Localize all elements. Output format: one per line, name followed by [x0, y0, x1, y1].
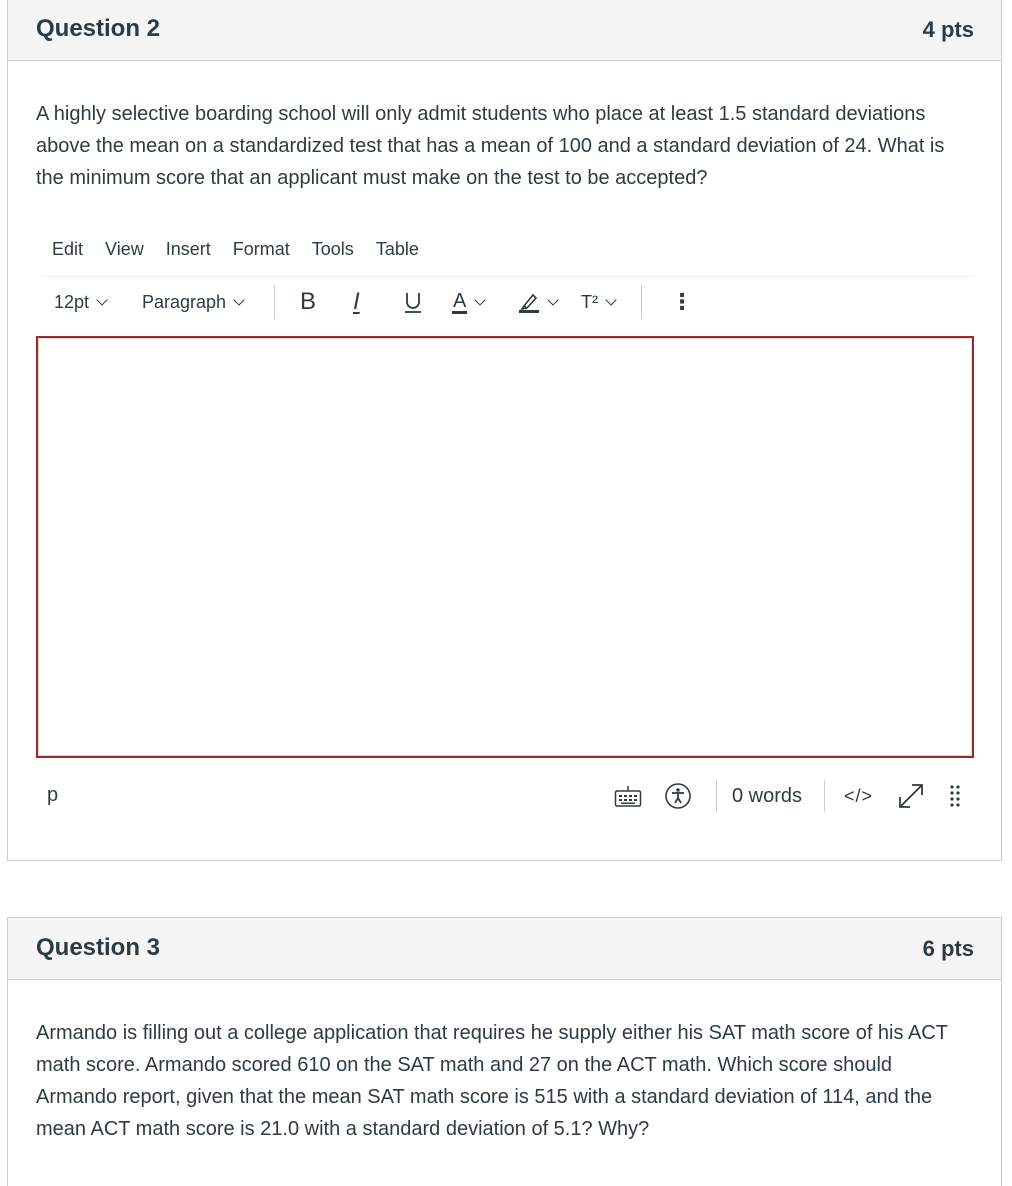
- chevron-down-icon: [475, 294, 486, 305]
- bold-button[interactable]: [300, 285, 316, 319]
- highlighter-icon: [518, 290, 540, 314]
- question-2-header: [8, 0, 1001, 61]
- superscript-icon: T²: [581, 291, 598, 312]
- html-editor-toggle[interactable]: [844, 777, 873, 815]
- editor-menubar: [52, 239, 441, 267]
- more-tools-button[interactable]: [671, 285, 693, 319]
- keyboard-shortcuts-button[interactable]: [614, 777, 642, 815]
- fullscreen-button[interactable]: [896, 777, 926, 815]
- question-3-title: Question 3: [36, 934, 161, 961]
- element-path[interactable]: p: [47, 784, 59, 806]
- menu-table[interactable]: Table: [375, 239, 419, 259]
- statusbar-separator: [824, 780, 825, 812]
- more-vertical-icon: ⋮: [671, 289, 693, 314]
- question-2-text: A highly selective boarding school will only admit students who place at least 1.5 standard deviations above the mean on a standardized test that has a mean of 100 and a standard deviation of 24. What is the minimum score that an applicant must make on the test to be accepted?: [36, 103, 945, 189]
- text-color-icon: A: [453, 289, 467, 312]
- superscript-button[interactable]: [581, 285, 615, 319]
- menu-insert[interactable]: Insert: [165, 239, 211, 259]
- question-2-title: Question 2: [36, 15, 161, 42]
- chevron-down-icon: [233, 294, 244, 305]
- italic-icon: I: [353, 288, 360, 315]
- highlight-color-button[interactable]: [518, 285, 557, 319]
- underline-button[interactable]: [403, 285, 423, 319]
- menu-format[interactable]: Format: [232, 239, 290, 259]
- underline-icon: [403, 290, 423, 314]
- font-size-select[interactable]: [54, 285, 106, 319]
- toolbar-separator: [641, 285, 642, 319]
- statusbar-separator: [716, 780, 717, 812]
- menubar-divider: [44, 276, 973, 277]
- italic-button[interactable]: [353, 285, 360, 319]
- chevron-down-icon: [605, 294, 616, 305]
- question-2-points: 4 pts: [922, 17, 974, 42]
- block-format-select[interactable]: [142, 285, 243, 319]
- question-2-card: [7, 0, 1002, 861]
- keyboard-icon: [614, 784, 642, 808]
- accessibility-icon: [664, 782, 692, 810]
- rich-text-editor-area[interactable]: [36, 336, 974, 758]
- drag-handle-icon: [948, 783, 962, 809]
- question-3-header: [8, 918, 1001, 980]
- text-color-button[interactable]: [452, 285, 484, 319]
- font-size-value: 12pt: [54, 291, 90, 312]
- accessibility-checker-button[interactable]: [664, 777, 692, 815]
- menu-view[interactable]: View: [105, 239, 144, 259]
- menu-edit[interactable]: Edit: [52, 239, 84, 259]
- toolbar-separator: [274, 285, 275, 319]
- block-format-value: Paragraph: [142, 291, 227, 312]
- question-3-text: Armando is filling out a college application that requires he supply either his SAT math score of his ACT math score. Armando scored 610 on the SAT math and 27 on the ACT math. Which score should Armando report, given that the mean SAT math score is 515 with a standard deviation of 114, and the mean ACT math score is 21.0 with a standard deviation of 5.1? Why?: [36, 1022, 948, 1140]
- chevron-down-icon: [547, 294, 558, 305]
- question-3-card: [7, 917, 1002, 1186]
- editor-statusbar: [36, 777, 974, 815]
- bold-icon: B: [300, 288, 317, 315]
- question-3-points: 6 pts: [922, 936, 974, 961]
- word-count[interactable]: 0 words: [732, 784, 803, 807]
- resize-handle[interactable]: [948, 777, 962, 815]
- expand-icon: [896, 781, 926, 811]
- menu-tools[interactable]: Tools: [311, 239, 354, 259]
- chevron-down-icon: [96, 294, 107, 305]
- editor-toolbar: [54, 285, 974, 319]
- code-icon: </>: [844, 785, 874, 806]
